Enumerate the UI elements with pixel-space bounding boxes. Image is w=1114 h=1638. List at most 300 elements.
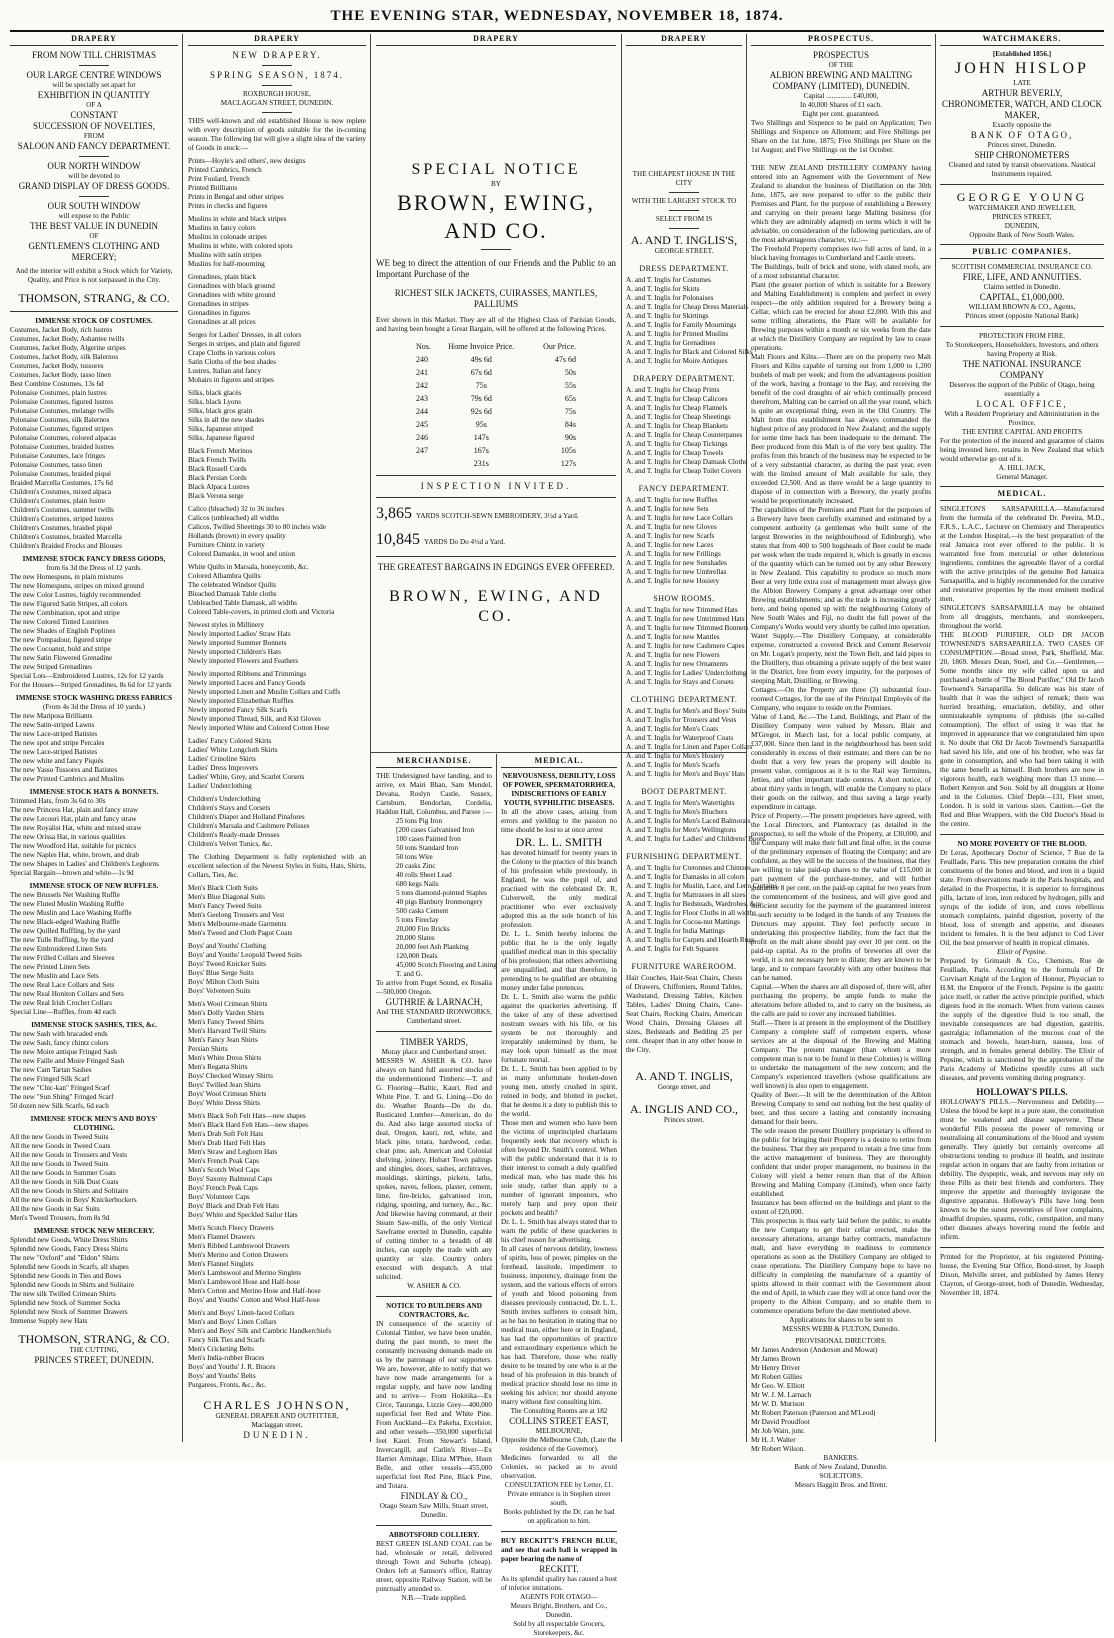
list-item: All the new Goods in Summer Coats xyxy=(10,1169,116,1177)
section-title: IMMENSE STOCK SASHES, TIES, &c. xyxy=(31,1021,157,1029)
list-item: The new Homespuns, stripes on mixed ground xyxy=(10,582,144,590)
embroidery-line xyxy=(376,504,616,524)
list-item: A. and T. Inglis for Men's and Boys' Suits xyxy=(626,707,747,715)
list-item: Polonaise Costumes, braided lustres xyxy=(10,443,114,451)
table-cell: 50s xyxy=(564,368,576,377)
list-item: [200 cases Galvanised Iron xyxy=(396,826,475,834)
column-brown-ewing xyxy=(376,34,616,750)
department-title: DRAPERY DEPARTMENT. xyxy=(632,374,736,383)
list-item: Special Line—Ruffles, from 4d each xyxy=(10,1008,116,1016)
list-item: 100 cases Painted Iron xyxy=(396,835,461,843)
costumes-list xyxy=(10,326,178,551)
list-item: Silks in all the new shades xyxy=(188,416,265,424)
section-heading: PUBLIC COMPANIES. xyxy=(940,244,1104,259)
ship-title: SHIP CHRONOMETERS xyxy=(974,150,1070,160)
list-item: Men's Cotton and Merino Hose and Half-hose xyxy=(188,1287,321,1295)
list-item: Ladies' White, Grey, and Scarlet Corsets xyxy=(188,773,305,781)
paragraph: BEST GREEN ISLAND COAL can be had, wholesale or retail, delivered through Town and Suburbs (cheap). Orders left at Samson's office, Rattray street, opposite Railway Station, will be punctually attended to. xyxy=(376,1540,492,1593)
list-item: Silks, Japanese striped xyxy=(188,425,253,433)
list-item: Colored Table-covers, in printed cloth and Victoria xyxy=(188,608,335,616)
list-item: T. and G. xyxy=(396,970,423,978)
list-item: A. and T. Inglis for Men's Wellingtons xyxy=(626,826,737,834)
section-title: ABBOTSFORD COLLIERY. xyxy=(388,1531,480,1539)
list-item: 500 casks Cement xyxy=(396,907,449,915)
list-item: For the Houses—Striped Grenadines, 8s 6d for 12 yards xyxy=(10,681,172,689)
footer-street: Maclaggan street, xyxy=(251,1421,303,1429)
firm-address: Otago Steam Saw Mills, Stuart street, Dunedin. xyxy=(379,1502,489,1519)
list-item: Children's Velvet Tunics, &c. xyxy=(188,840,273,848)
intro-text: THIS well-known and old established House is now replete with every description of goods suitable for the in-coming season. The following list will give a slight idea of the variety of Goods in stock:— xyxy=(188,117,366,152)
paragraph: The sole reason the present Distillery proprietary is offered to the public for bringing their Property is a desire to retire from the business. That they are prepared to retain a free time from the active management of business. They are thoroughly confident that under proper management, no business in the Colony will yield a better return than that of the Albion Brewing and Malting Company (Limited), when once fairly established. xyxy=(751,1127,931,1198)
firm-address: And THE STANDARD IRONWORKS, Cumberland street. xyxy=(376,1008,492,1025)
column-charles-johnson xyxy=(188,34,366,1441)
list-item: The new Cocoanut, bold and stripe xyxy=(10,645,111,653)
list-item: Boys' and Youths' Leopold Tweed Suits xyxy=(188,951,302,959)
list-item: The new "Sun Shing" Fringed Scarf xyxy=(10,1093,114,1101)
footer-name: CHARLES JOHNSON, xyxy=(203,1398,351,1412)
footer-address: Princes street. xyxy=(663,1116,705,1124)
paragraph: The Buildings, built of brick and stone, with slated roofs, are of a most substantial character. xyxy=(751,263,931,280)
table-cell: 92s 6d xyxy=(470,407,492,416)
street-line: COLLINS STREET EAST, xyxy=(509,1416,609,1426)
footer-address: George street, and xyxy=(657,1083,711,1091)
trade: CHRONOMETER, WATCH, AND CLOCK MAKER, xyxy=(941,99,1103,120)
list-item: 20,000 feet Ash Planking xyxy=(396,943,469,951)
note: N.B.—Trade supplied. xyxy=(401,1594,467,1602)
department-title: DRESS DEPARTMENT. xyxy=(639,264,729,273)
list-item: Silks, black Lyons xyxy=(188,398,241,406)
list-item: Print Foulard, French xyxy=(188,175,250,183)
opposite-line: Opposite the Melbourne Club, (Late the residence of the Governor). xyxy=(501,1436,617,1453)
table-cell: 67s 6d xyxy=(470,368,492,377)
list-item: Splendid new Stock of Summer Drawers xyxy=(10,1308,128,1316)
ruffles-list xyxy=(10,891,178,1017)
street: Princes street, Dunedin. xyxy=(987,141,1057,149)
column-merchandise xyxy=(376,756,497,1603)
list-item: Grenadines in stripes xyxy=(188,300,249,308)
list-item: Serges for Ladies' Dresses, in all colors xyxy=(188,331,302,339)
list xyxy=(188,795,366,849)
list-item: Polonaise Costumes, braided piqué xyxy=(10,470,112,478)
list-item: Newly imported Fancy Silk Scarfs xyxy=(188,706,288,714)
list-item: A. and T. Inglis for Men's Scarfs xyxy=(626,761,720,769)
column-rule xyxy=(370,34,371,1442)
list xyxy=(188,447,366,501)
list-item: The new Lace-striped Batistes xyxy=(10,730,98,738)
manager-name: A. HILL JACK, xyxy=(998,464,1046,472)
list-item: 50 tons Standard Iron xyxy=(396,844,459,852)
list-item: Mr W. J. M. Larnach xyxy=(751,1391,812,1399)
ad-title: HOLLOWAY'S PILLS. xyxy=(976,1087,1068,1097)
list-item: Men's Geelong Trousers and Vest xyxy=(188,911,285,919)
section-title: TIMBER YARDS, xyxy=(400,1037,468,1047)
department-list xyxy=(626,799,767,844)
list-item: Ladies' Dress Improvers xyxy=(188,764,258,772)
list-item: A. and T. Inglis for Black and Colored Silks xyxy=(626,348,753,356)
paragraph: Hair Couches, Hair-Seat Chairs, Chests of Drawers, Chiffoniers, Round Tables, Washstand, Dressing Tables, Kitchen Tables, Ladies' Dining Chairs, Cane-Seat Chairs, Rocking Chairs, American Wood Chairs, Dressing Glasses all sizes, Bedsteads and Bedding 25 per cent. cheaper than in any other house in the City. xyxy=(626,974,742,1054)
list-item: The new Brussels Net Washing Ruffle xyxy=(10,891,120,899)
list-item: All the new Goods in Shirts and Solitaire xyxy=(10,1187,129,1195)
footer-trade: THE CUTTING, xyxy=(69,1346,119,1354)
list-item: Boys' Milton Cloth Suits xyxy=(188,978,260,986)
list-item: The new Colored Tinted Lustrines xyxy=(10,618,109,626)
agents-title: AGENTS FOR OTAGO— xyxy=(520,1593,598,1601)
table-cell: 231s xyxy=(473,459,489,468)
city-line: MELBOURNE, xyxy=(535,1427,583,1435)
list-item: Trimmed Hats, from 3s 6d to 30s xyxy=(10,797,106,805)
list-item: A. and T. Inglis for India Mattings xyxy=(626,927,725,935)
department-list xyxy=(626,707,753,779)
list-item: Grenadines at all prices xyxy=(188,318,256,326)
list-item: Men's Flannel Drawers xyxy=(188,1233,255,1241)
column-rule xyxy=(746,34,747,1442)
list-item: The new spot and stripe Percales xyxy=(10,739,105,747)
list-item: The new Quilled Ruffling, by the yard xyxy=(10,927,121,935)
list-item: Polonaise Costumes, lace fringes xyxy=(10,452,106,460)
list-item: Men's Flannel Singlets xyxy=(188,1260,254,1268)
company-name: ALBION BREWING AND MALTING COMPANY (LIMITED), DUNEDIN. xyxy=(769,70,913,91)
list-item: Newly imported Children's Hats xyxy=(188,648,281,656)
list-item: Grenadines with black ground xyxy=(188,282,275,290)
list-item: A. and T. Inglis for Men's Laced Balmorals xyxy=(626,817,751,825)
list-item: The new Lace-striped Batistes xyxy=(10,748,98,756)
list-item: Boys' Blue Serge Suits xyxy=(188,969,254,977)
list-item: The new Satin Flowered Grenadine xyxy=(10,654,113,662)
table-header-row xyxy=(376,340,616,353)
table-row xyxy=(376,431,616,444)
list-item: Black Alpaca Lustres xyxy=(188,483,250,491)
paragraph: The capabilities of the Premises and Plant for the purposes of a Brewery have been carefully examined and estimated by a competent authority (a gentleman who built some of the largest Breweries in the neighbourhood of Edinburgh), who states that from 400 to 500 hogsheads of Beer could be made per week when the trade required it, which is greatly in excess of the quantity which can be turned out by any other Brewery in New Zealand. This capability to produce so much more Beer at very little extra cost of management must always give the Albion Brewery Company a great advantage over other Brewing establishments; and as the trade is increasing greatly here, and being opened up with the neighbouring Colony of New South Wales and Fiji, no doubt the full power of the Company's Works would very shortly be called into operation. xyxy=(751,506,931,631)
list-item: A. and T. Inglis for new Lace Collars xyxy=(626,514,733,522)
list-item: All the new Goods in Tweed Suits xyxy=(10,1133,109,1141)
list-item: The new Muslin and Lace Washing Ruffle xyxy=(10,909,132,917)
list-item: 50 dozen new Silk Scarfs, 6d each xyxy=(10,1102,109,1110)
paragraph: THE BLOOD PURIFIER, OLD DR JACOB TOWNSEND'S SARSAPARILLA. TWO CASES OF CONSUMPTION.—Broad street, Park, Sheffield, Mar. 20, 1869. Messrs Dean, Steel, and Co.—Gentlemen,—Some months since my wife called upon us and purchased a bottle of "The Blood Purifier," Old Dr Jacob Townsend's Sarsaparilla. So delicate was his state of health that it was the subject of remark; there was hurried breathing, emaciation, debility, and other unmistakeable symptoms of phthisis (the so-called consumption). The effect of using it was that he improved in appearance that we congratulated him upon it. No doubt that Old Dr Jacob Townsend's Sarsaparilla had saved his life, and one of his brother, who was far gone in consumption, and who had been taking it with the same benefit as himself. Both brothers are now in vigorous health, each weighing more than 13 stone.—Robert Kenyon and Son. Sold by all druggists at Home and in the Colonies. Chief Depôt—131, Fleet street, London. It is sold in various sizes. Caution.—Get the Red and Blue Wrappers, with the Old Doctor's Head in the centre. xyxy=(940,631,1104,828)
list-item: All the new Goods in Tweed Suits xyxy=(10,1160,109,1168)
list-item: Splendid new Goods in Scarfs, all shapes xyxy=(10,1263,129,1271)
table-cell xyxy=(376,457,431,470)
list-item: A. and T. Inglis for new Ruffles xyxy=(626,496,718,504)
table-cell: 47s 6d xyxy=(554,355,576,364)
fee-line: CONSULTATION FEE by Letter, £1. xyxy=(504,1481,614,1489)
table-cell: 49s 6d xyxy=(470,355,492,364)
list-item: Prints—Hoyle's and others', new designs xyxy=(188,157,306,165)
business-name: GEORGE YOUNG xyxy=(956,190,1088,204)
table-cell: 75s xyxy=(475,381,487,390)
list-item: Men's Lambswool and Merino Singlets xyxy=(188,1269,302,1277)
list-item: A. and T. Inglis for Waterproof Coats xyxy=(626,734,734,742)
list-item: Children's Ready-made Dresses xyxy=(188,831,280,839)
mercery-list xyxy=(10,1236,178,1326)
list-item: The new Sash, fancy chintz colors xyxy=(10,1039,109,1047)
section-title: PROVISIONAL DIRECTORS. xyxy=(795,1337,887,1345)
list-item: A. and T. Inglis for new Umbrellas xyxy=(626,568,727,576)
list-item: The new Real Honiton Collars and Sets xyxy=(10,990,124,998)
list-item: Muslins in white, with colored spots xyxy=(188,242,293,250)
entire-title: THE ENTIRE CAPITAL AND PROFITS xyxy=(961,428,1083,436)
column-heading: WATCHMAKERS. xyxy=(940,34,1104,46)
list-item: 45,000 Scotch Flooring and Lining xyxy=(396,961,497,969)
column-inglis xyxy=(626,34,778,1125)
paragraph: To arrive from Puget Sound, ex Rosalia—500,000 Oregon. xyxy=(376,979,492,996)
list-item: Boys' and Youths' Belts xyxy=(188,1372,256,1380)
company-sub: Deserves the support of the Public of Otago, being essentially a xyxy=(949,381,1095,398)
list-item: Grenadines in figures xyxy=(188,309,250,317)
list-item: A. and T. Inglis for Grenadines xyxy=(626,339,716,347)
list-item: Children's Marsala and Cashmere Pelisses xyxy=(188,822,310,830)
column-thomson-strang xyxy=(10,34,178,1366)
sub-heading: NEW DRAPERY. xyxy=(232,50,322,60)
list-item: The new Real Irish Crochet Collars xyxy=(10,999,112,1007)
list-item: The new Mariposa Brilliants xyxy=(10,712,93,720)
list-item: The new white and fancy Piqués xyxy=(10,757,104,765)
paragraph: In all cases of nervous debility, lowness of spirits, loss of power, pimples on the forehead, lassitude, impediment to business, impotency, drainage from the system, and the various effects of errors of youth and blood poisoning from diseases previously contracted, Dr. L. L. Smith invites sufferers to consult him, as he has no hesitation in stating that no medical man, either here or in England, has had the opportunities of practice and extraordinary experience which he has had. Therefore, those who really desire to be treated by one who is at the head of his profession in this branch of medical practice should lose no time in seeking his advice; nor should anyone marry without first consulting him. xyxy=(501,1245,617,1406)
list-item: Prints in checks and figures xyxy=(188,202,268,210)
list-item: Printed Brilliants xyxy=(188,184,238,192)
list-item: Ladies' White Longcloth Skirts xyxy=(188,746,278,754)
list-item: A. and T. Inglis for new Cashmere Capes xyxy=(626,642,745,650)
paragraph: MESSRS W. ASHER & CO. have always on hand full assorted stocks of the undermentioned Timbers:—T. and G. Flooring—Baltic, Kauri. Red and White Pine. T. and G. Lining—Do do do. Weather Boards—Do do do. Rusticated Lumber—American, do do do. And also large assorted stocks of deal, Oregon, kauri, red, white, and black pine, totara, hardwood, cedar, clear pine, ash, American and Colonial shelving, joinery, Hobart Town palings and shingles, doors, sashes, architraves, mouldings, skirtings, pickets, laths, spokes, naves, felloes, plaster, cement, lime, fire-bricks, galvanised iron, ridging, spouting, and turnery, &c., &c. And likewise having command, at their Steam Saw-mills, of the only Vertical Sawframe erected in Dunedin, capable of cutting timber to a breadth of 48 inches, can supply the trade with any quantity or size. Country orders executed with despatch. A trial solicited. xyxy=(376,1057,492,1281)
list-item: Men's Drab Soft Felt Hats xyxy=(188,1130,264,1138)
by-label: BY xyxy=(491,180,501,188)
section-title: IMMENSE STOCK WASHING DRESS FABRICS xyxy=(15,694,173,702)
table-header: Our Price. xyxy=(543,342,576,351)
agents-line: WILLIAM BROWN & CO., Agents, xyxy=(968,303,1076,311)
list-item: Silks, black glacés xyxy=(188,389,242,397)
list-item: Calicos (unbleached) all widths xyxy=(188,514,279,522)
list-item: Boys' and Youths' Clothing xyxy=(188,942,267,950)
table-cell: 84s xyxy=(564,420,576,429)
list-item: Men's Black Soft Felt Hats—new shapes xyxy=(188,1112,306,1120)
list-item: A. and T. Inglis for Cocoa-nut Mattings xyxy=(626,918,740,926)
quantity: 10,845 xyxy=(376,531,420,548)
ad-title: NERVOUSNESS, DEBILITY, LOSS OF POWER, SPERMATORRHŒA, INDISCRETIONS OF EARLY YOUTH, SYPHILITIC DISEASES. xyxy=(502,772,616,807)
list-item: The new "Chic-kan" Fringed Scarf xyxy=(10,1084,111,1092)
table-row xyxy=(376,379,616,392)
list-item: Black French Twills xyxy=(188,456,247,464)
list-item: A. and T. Inglis for Ladies' and Childrens' Boots. xyxy=(626,835,767,843)
list-item: A. and T. Inglis for Moire Antiques xyxy=(626,357,728,365)
list-item: Black Verona serge xyxy=(188,492,244,500)
department-title: BOOT DEPARTMENT. xyxy=(641,787,727,796)
column-rule xyxy=(496,754,497,1442)
list-item: Men's Harvard Twill Shirts xyxy=(188,1027,266,1035)
list-item: Colored Alhambra Quilts xyxy=(188,572,261,580)
list-item: Children's Underclothing xyxy=(188,795,261,803)
list-item: Men's Fancy Tweed Shirts xyxy=(188,1018,264,1026)
paragraph: Value of Land, &c.—The Land, Buildings, and Plant of the Distillery Company were valued by Messrs. Blair and M'Gregor, in March last, for a local public company, at £37,000. Since then land in the neighbourhood has been sold considerably in excess of their estimate; and there can be no doubt that a very few years the property will double its present value, contiguous as it is to the Rail way Terminus, Jetties, and other important trade centres. A short notice, of about thirty yards in length, will enable the Company to place their goods on the railway, and thus saving a large yearly expenditure in cartage. xyxy=(751,713,931,811)
signature: W. ASHER & CO. xyxy=(407,1282,461,1290)
section-subtitle: from 6s 3d the Dress of 12 yards. xyxy=(46,564,142,572)
column-watchmakers xyxy=(940,34,1104,1298)
section-title: FURNITURE WAREROOM. xyxy=(631,962,737,971)
paragraph: Dr. L. L. Smith hereby informs the public that he is the only legally qualified medical man in this speciality of his profession; that others advertising are unqualified, and that therefore, in pretending to be qualified are obtaining money under false pretences. xyxy=(501,930,617,992)
list-item: Men's Merino and Cotton Drawers xyxy=(188,1251,288,1259)
list-item: A. and T. Inglis for Felt Squares xyxy=(626,945,719,953)
list-item: A. and T. Inglis for new Mantles xyxy=(626,633,720,641)
list-item: The new Black-edged Washing Ruffle xyxy=(10,918,120,926)
shares-line: In 40,000 Shares of £1 each. xyxy=(799,101,883,109)
list-item: Polonaise Costumes, silk Balernos xyxy=(10,416,110,424)
list-item: The new "Oxford" and "Eldon" Shirts xyxy=(10,1254,119,1262)
list-item: A. and T. Inglis for Polonaises xyxy=(626,294,714,302)
list-item: Children's Braided Frocks and Blouses xyxy=(10,542,122,550)
list-item: 120,000 Deals xyxy=(396,952,438,960)
list-item: Men's Cricketing Belts xyxy=(188,1345,254,1353)
list-item: A. and T. Inglis for new Scarfs xyxy=(626,532,715,540)
list-item: Mohairs in figures and stripes xyxy=(188,376,274,384)
list xyxy=(188,505,366,559)
list-item: Calicos, Twilled Sheetings 30 to 80 inches wide xyxy=(188,523,326,531)
list-item: Polonaise Costumes, plain lustres xyxy=(10,389,107,397)
list-item: A. and T. Inglis for new Trimmed Hats xyxy=(626,606,738,614)
department-title: SHOW ROOMS. xyxy=(653,594,715,603)
paragraph: SINGLETON'S SARSAPARILLA.—Manufactured from the formula of the celebrated Dr. Pereira, M.D., F.R.S., L.A.C., Lecturer on Chemistry and Therapeutics at the London Hospital,—is the best preparation of the real Jamaica root ever offered to the public. It is warranted free from mercurial or other deleterious ingredients, combines the agreeable flavor of a cordial with the active principles of the genuine Red Jamaica Sarsaparilla, and is highly recommended for the curative and restorative properties by the most eminent medical men. xyxy=(940,505,1104,603)
manager-title: General Manager. xyxy=(996,473,1048,481)
list xyxy=(188,273,366,327)
list-item: A. and T. Inglis for new Trimmed Bonnets xyxy=(626,624,749,632)
table-header: Nos. xyxy=(416,342,431,351)
list-item: A. and T. Inglis for Ladies' Underclothing xyxy=(626,669,747,677)
list-item: Men's and Boys' Linen Collars xyxy=(188,1318,277,1326)
list xyxy=(188,1000,366,1108)
department-list xyxy=(626,276,753,366)
list-item: Children's Costumes, striped lustres xyxy=(10,515,114,523)
paragraph: SINGLETON'S SARSAPARILLA may be obtained from all druggists, merchants, and storekeepers, throughout the world. xyxy=(940,604,1104,630)
paragraph: Two Shillings and Sixpence to be paid on Application; Two Shillings and Sixpence on Allotment; and Five Shillings per Share on the 1st June, 1875; Five Shillings per Share on the 1st August; and Five Shillings on the 1st October. xyxy=(751,119,931,154)
list-item: Men's Fancy Jean Shirts xyxy=(188,1036,258,1044)
list-item: The new Striped Grenadines xyxy=(10,663,93,671)
list xyxy=(188,1309,366,1390)
list-item: Muslins in colonade stripes xyxy=(188,233,267,241)
paragraph: Malt Floors and Kilns.—There are on the property two Malt Floors and Kilns capable of turning out from 1,000 to 1,200 bushels of malt per week; and from the advantageous position of the work, having a frontage to the Bay, and receiving the benefit of the cool draughts of air which continually proceed therefrom, Malting can be carried on all the year round, which is quite an exceptional thing, even in the Old Country. The Malt from this establishment has always commanded the highest price of any produced in New Zealand; and the supply for some time back has been inadequate to the demand. The Beer produced from this Malt is of the very best quality. The profits from this branch of the business may be expected to be of a very substantial character, as during the past year, even with the limited amount of Malt available for sale, they exceeded £2,500. And as there would be a large quantity to dispose of in connection with a Brewery, the yearly profits would be proportionately increased. xyxy=(751,353,931,505)
list-item: Mr James Brown xyxy=(751,1355,801,1363)
list-item: The new Shapes in Ladies' and Children's Leghorns xyxy=(10,860,159,868)
list-item: A. and T. Inglis for new Flowers xyxy=(626,651,720,659)
table-cell: 55s xyxy=(564,381,576,390)
section-title: IMMENSE STOCK FANCY DRESS GOODS, xyxy=(22,555,166,563)
list-item: A. and T. Inglis for Skirtings xyxy=(626,312,709,320)
section-heading: MEDICAL. xyxy=(940,486,1104,501)
list xyxy=(188,215,366,269)
list-item: Satin Cloths of the best shades xyxy=(188,358,277,366)
list-item: 20 casks Zinc xyxy=(396,862,436,870)
list-item: A. and T. Inglis for Cheap Damask Cloths xyxy=(626,458,747,466)
table-cell: 242 xyxy=(416,381,428,390)
paragraph: Capital.—When the shares are all disposed of, there will, after purchasing the property, be ample funds to make the alterations before alluded to, and to carry on the business, as the calls are paid to cover any increased liabilities. xyxy=(751,983,931,1018)
list-item: Men's Ribbed Lambswool Drawers xyxy=(188,1242,290,1250)
list-item: The new Figured Satin Stripes, all colors xyxy=(10,600,128,608)
list-item: The celebrated Windsor Quilts xyxy=(188,581,276,589)
headline: WITH THE LARGEST STOCK TO xyxy=(631,197,737,205)
list-item: Grenadines, plain black xyxy=(188,273,257,281)
list-item: A. and T. Inglis for Men's Watertights xyxy=(626,799,735,807)
list-item: The new Sash with bracaded ends xyxy=(10,1030,108,1038)
list-item: Men's Dolly Varden Shirts xyxy=(188,1009,265,1017)
list-item: Calico (bleached) 32 to 36 inches xyxy=(188,505,285,513)
list-item: Men's India-rubber Braces xyxy=(188,1354,265,1362)
agents-name: Messrs Bright, Brothers, and Co., Dunedin. xyxy=(510,1602,608,1619)
paragraph: Dr. L. L. Smith has always stated that to warn the public of these quackeries is his chief reason for advertising. xyxy=(501,1218,617,1244)
column-prospectus xyxy=(751,34,931,1490)
fire-line: FIRE, LIFE, AND ANNUITIES. xyxy=(962,272,1082,282)
list-item: The new Cam Tartan Sashes xyxy=(10,1066,92,1074)
intro-text: WE beg to direct the attention of our Friends and the Public to an Important Purchase of the xyxy=(376,258,616,279)
city: DUNEDIN, xyxy=(1004,222,1040,230)
list-item: The new Orissa Hat, in various qualities xyxy=(10,833,126,841)
list-item: A. and T. Inglis for Men's Hosiery xyxy=(626,752,725,760)
opposite: Exactly opposite the xyxy=(992,121,1052,129)
list-item: Mr Job Wain, junr. xyxy=(751,1427,805,1435)
list-item: A. and T. Inglis for Mattrasses in all sizes xyxy=(626,891,746,899)
footer-address: PRINCES STREET, DUNEDIN. xyxy=(34,1355,154,1365)
table-row xyxy=(376,366,616,379)
list-item: Children's Costumes, summer twills xyxy=(10,506,114,514)
former-name: ARTHUR BEVERLY, xyxy=(981,88,1063,98)
footer-firm: THOMSON, STRANG, & CO. xyxy=(18,1332,170,1346)
list-item: Black Persian Cords xyxy=(188,474,247,482)
list-item: Boys' and Youths' J. R. Braces xyxy=(188,1363,276,1371)
list-item: 5 tons diamond-pointed Staples xyxy=(396,889,487,897)
list-item: A. and T. Inglis for Bedsteads, Wardrobes, &c. xyxy=(626,900,761,908)
list-item: The new Combination, spot and stripe xyxy=(10,609,120,617)
list xyxy=(188,621,366,666)
list-item: White Quilts in Marsala, honeycomb, &c. xyxy=(188,563,309,571)
list-item: A. and T. Inglis for Cheap Blankets xyxy=(626,422,728,430)
local-office: LOCAL OFFICE, xyxy=(976,399,1068,409)
list-item: Newly imported Elizabethan Ruffles xyxy=(188,697,294,705)
list-item: The new Printed Linen Sets xyxy=(10,963,90,971)
ad-title: NO MORE POVERTY OF THE BLOOD. xyxy=(957,840,1087,848)
table-cell: 245 xyxy=(416,420,428,429)
list-item: Men's French Peak Caps xyxy=(188,1157,259,1165)
list-item: A. and T. Inglis for Damasks in all colors xyxy=(626,873,745,881)
list-item: The new Shades of English Poplines xyxy=(10,627,116,635)
list-item: Colored Damasks, in wool and union xyxy=(188,550,296,558)
paragraph: Cottages.—On the Property are three (3) substantial four-roomed Cottages, for the use of the Principal Employés of the Company, who require to reside on the Premises. xyxy=(751,686,931,712)
intro-block: FROM NOW TILL CHRISTMAS OUR LARGE CENTRE WINDOWS will be specially set apart for EXHIBITION IN QUANTITY OF A CONSTANT SUCCESSION OF NOVELTIES, FROM SALOON AND FANCY DEPARTMENT. xyxy=(17,50,171,151)
list-item: A. and T. Inglis for new Gloves xyxy=(626,523,717,531)
street: PRINCES STREET, xyxy=(992,213,1052,221)
list-item: 680 kegs Nails xyxy=(396,880,439,888)
list-item: A. and T. Inglis for new Sunshades xyxy=(626,559,727,567)
table-cell: 246 xyxy=(416,433,428,442)
list-item: Newly imported Flowers and Feathers xyxy=(188,657,299,665)
list-item: Boys' White and Speckled Sailor Hats xyxy=(188,1211,298,1219)
column-rule xyxy=(935,34,936,1442)
department-list xyxy=(626,864,778,954)
list-item: A. and T. Inglis for new Sets xyxy=(626,505,709,513)
list-item: Men's Lambswool Hose and Half-hose xyxy=(188,1278,300,1286)
paragraph: Insurance has been effected on the buildings and plant to the extent of £20,000. xyxy=(751,1199,931,1216)
list-item: A. and T. Inglis for new Hosiery xyxy=(626,577,720,585)
list-item: Newly imported Laces and Fancy Goods xyxy=(188,679,306,687)
column-heading: DRAPERY xyxy=(10,34,178,46)
list-item: All the new Goods in Silk Dust Coats xyxy=(10,1178,119,1186)
list-item: Ladies' Underclothing xyxy=(188,782,252,790)
north-window-block: OUR NORTH WINDOW will be devoted to GRAND DISPLAY OF DRESS GOODS. xyxy=(18,161,170,191)
list-item: 5 tons Fireclay xyxy=(396,916,439,924)
paragraph: As its splendid quality has caused a host of inferior imitations. xyxy=(501,1575,617,1592)
list-item: The new Princess Hat, plain and fancy straw xyxy=(10,806,139,814)
list-item: Mr Robert Wilson. xyxy=(751,1445,806,1453)
list-item: A. and T. Inglis for Cheap Prints xyxy=(626,386,720,394)
list-item: Splendid new Goods, Fancy Dress Shirts xyxy=(10,1245,128,1253)
list-item: Men's Scotch Fleecy Drawers xyxy=(188,1224,274,1232)
sub-heading: SPRING SEASON, 1874. xyxy=(209,70,345,80)
greatest-line: THE GREATEST BARGAINS IN EDGINGS EVER OFFERED. xyxy=(377,562,615,572)
paragraph: Those men and women who have been the victims of unprincipled charlatans frequently seek that recovery which is often beyond Dr. Smith's control. When will the public understand that it is to their interest to consult a duly qualified medical man, who has made this his sole study, rather than apply to a number of ignorant impostors, who merely harp and prey upon their pockets and health? xyxy=(501,1119,617,1217)
